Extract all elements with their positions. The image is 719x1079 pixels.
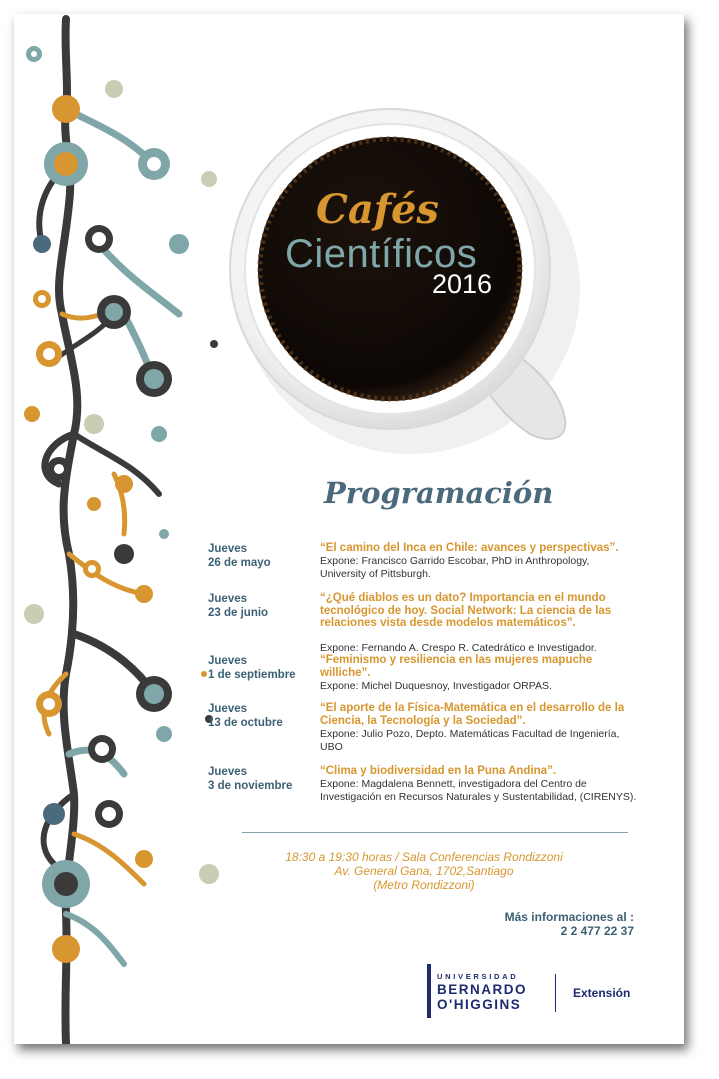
event-day — [208, 654, 296, 682]
event-speaker: Expone: Julio Pozo, Depto. Matemáticas Facultad de Ingeniería, UBO — [320, 728, 620, 753]
event-speaker: Expone: Magdalena Bennett, investigadora del Centro de Investigación en Recursos Naturales y Sustentabilidad, (CIRENYS). — [320, 778, 637, 803]
venue-metro: (Metro Rondizzoni) — [373, 878, 475, 892]
logo-bar — [427, 964, 431, 1018]
logo-line1: UNIVERSIDAD — [437, 972, 519, 981]
section-title: Programación — [324, 476, 554, 510]
venue-time: 18:30 a 19:30 horas / Sala Conferencias Rondizzoni — [285, 850, 563, 864]
logo-line3: O'HIGGINS — [437, 997, 522, 1012]
title-cientificos: Científicos — [285, 232, 478, 276]
event-speaker: Expone: Fernando A. Crespo R. Catedrático e Investigador. — [320, 642, 597, 654]
event-speaker: Expone: Francisco Garrido Escobar, PhD in Anthropology, University of Pittsburgh. — [320, 555, 590, 580]
poster — [14, 14, 684, 1044]
event-title: “El camino del Inca en Chile: avances y perspectivas”. — [320, 542, 619, 554]
event-title: “Feminismo y resiliencia en las mujeres mapuche williche”. — [320, 654, 593, 679]
event-title: “Clima y biodiversidad en la Puna Andina”. — [320, 765, 557, 777]
event-weekday: Jueves — [208, 543, 248, 555]
logo-separator — [555, 974, 556, 1012]
event-weekday: Jueves — [208, 655, 248, 667]
venue-info — [254, 850, 594, 892]
event-title: “¿Qué diablos es un dato? Importancia en el mundo tecnológico de hoy. Social Network: La ciencia de las relaciones vista desde modelos matemáticos”. — [320, 592, 612, 629]
event-title: “El aporte de la Física-Matemática en el desarrollo de la Ciencia, la Tecnología y la Sociedad”. — [320, 702, 625, 727]
logo-unit: Extensión — [573, 986, 631, 1000]
contact-phone: 2 2 477 22 37 — [560, 924, 634, 938]
title-year: 2016 — [432, 269, 493, 299]
event-day — [208, 592, 268, 620]
event-date: 3 de noviembre — [208, 780, 293, 792]
event-weekday: Jueves — [208, 766, 248, 778]
university-logo — [427, 962, 647, 1022]
event-date: 13 de octubre — [208, 717, 283, 729]
title-cafes: Cafés — [316, 186, 439, 233]
event-date: 1 de septiembre — [208, 669, 296, 681]
coffee-cup-illustration — [210, 89, 600, 479]
contact-info — [484, 910, 634, 938]
divider — [242, 832, 628, 833]
event-date: 23 de junio — [208, 607, 269, 619]
contact-label: Más informaciones al : — [504, 910, 634, 924]
event-day — [208, 702, 283, 730]
event-weekday: Jueves — [208, 593, 248, 605]
event-speaker: Expone: Michel Duquesnoy, Investigador ORPAS. — [320, 680, 552, 692]
venue-address: Av. General Gana, 1702,Santiago — [334, 864, 514, 878]
event-date: 26 de mayo — [208, 557, 271, 569]
event-day — [208, 542, 271, 570]
event-weekday: Jueves — [208, 703, 248, 715]
logo-line2: BERNARDO — [437, 982, 528, 997]
event-day — [208, 765, 292, 793]
